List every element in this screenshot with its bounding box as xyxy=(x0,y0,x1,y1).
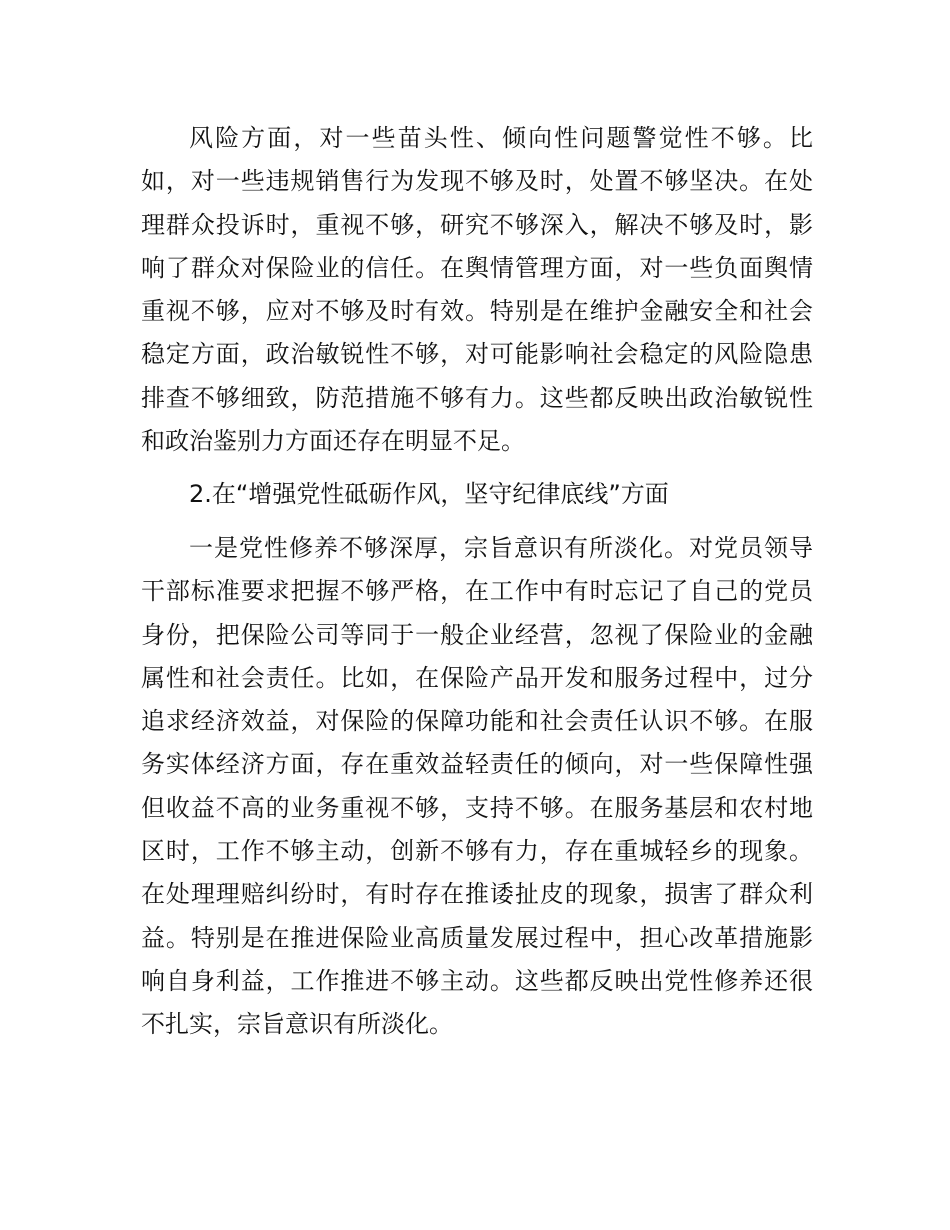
text-line: 一是党性修养不够深厚，宗旨意识有所淡化。对党员领导 xyxy=(189,534,813,562)
paragraph-party-spirit xyxy=(141,527,813,1047)
text-line: 风险方面，对一些苗头性、倾向性问题警觉性不够。比 xyxy=(189,124,813,152)
text-line: 理群众投诉时，重视不够，研究不够深入，解决不够及时，影 xyxy=(141,210,813,239)
text-line: 和政治鉴别力方面还存在明显不足。 xyxy=(141,427,525,456)
text-line: 务实体经济方面，存在重效益轻责任的倾向，对一些保障性强 xyxy=(141,750,813,779)
section-heading-text: 2.在“增强党性砥砺作风，坚守纪律底线”方面 xyxy=(189,480,669,508)
text-line: 追求经济效益，对保险的保障功能和社会责任认识不够。在服 xyxy=(141,707,813,736)
text-line: 排查不够细致，防范措施不够有力。这些都反映出政治敏锐性 xyxy=(141,383,813,412)
text-line: 但收益不高的业务重视不够，支持不够。在服务基层和农村地 xyxy=(141,793,813,822)
text-line: 干部标准要求把握不够严格，在工作中有时忘记了自己的党员 xyxy=(141,577,813,606)
text-line: 在处理理赔纠纷时，有时存在推诿扯皮的现象，损害了群众利 xyxy=(141,880,813,909)
text-line: 响了群众对保险业的信任。在舆情管理方面，对一些负面舆情 xyxy=(141,253,813,282)
text-line: 不扎实，宗旨意识有所淡化。 xyxy=(141,1010,453,1039)
text-line: 如，对一些违规销售行为发现不够及时，处置不够坚决。在处 xyxy=(141,167,813,196)
section-heading xyxy=(141,473,813,516)
text-line: 益。特别是在推进保险业高质量发展过程中，担心改革措施影 xyxy=(141,923,813,952)
text-line: 属性和社会责任。比如，在保险产品开发和服务过程中，过分 xyxy=(141,663,813,692)
text-line: 身份，把保险公司等同于一般企业经营，忽视了保险业的金融 xyxy=(141,620,813,649)
text-line: 区时，工作不够主动，创新不够有力，存在重城轻乡的现象。 xyxy=(141,837,813,866)
text-line: 重视不够，应对不够及时有效。特别是在维护金融安全和社会 xyxy=(141,297,813,326)
paragraph-risk-awareness xyxy=(141,117,813,463)
text-line: 响自身利益，工作推进不够主动。这些都反映出党性修养还很 xyxy=(141,966,813,995)
text-line: 稳定方面，政治敏锐性不够，对可能影响社会稳定的风险隐患 xyxy=(141,340,813,369)
